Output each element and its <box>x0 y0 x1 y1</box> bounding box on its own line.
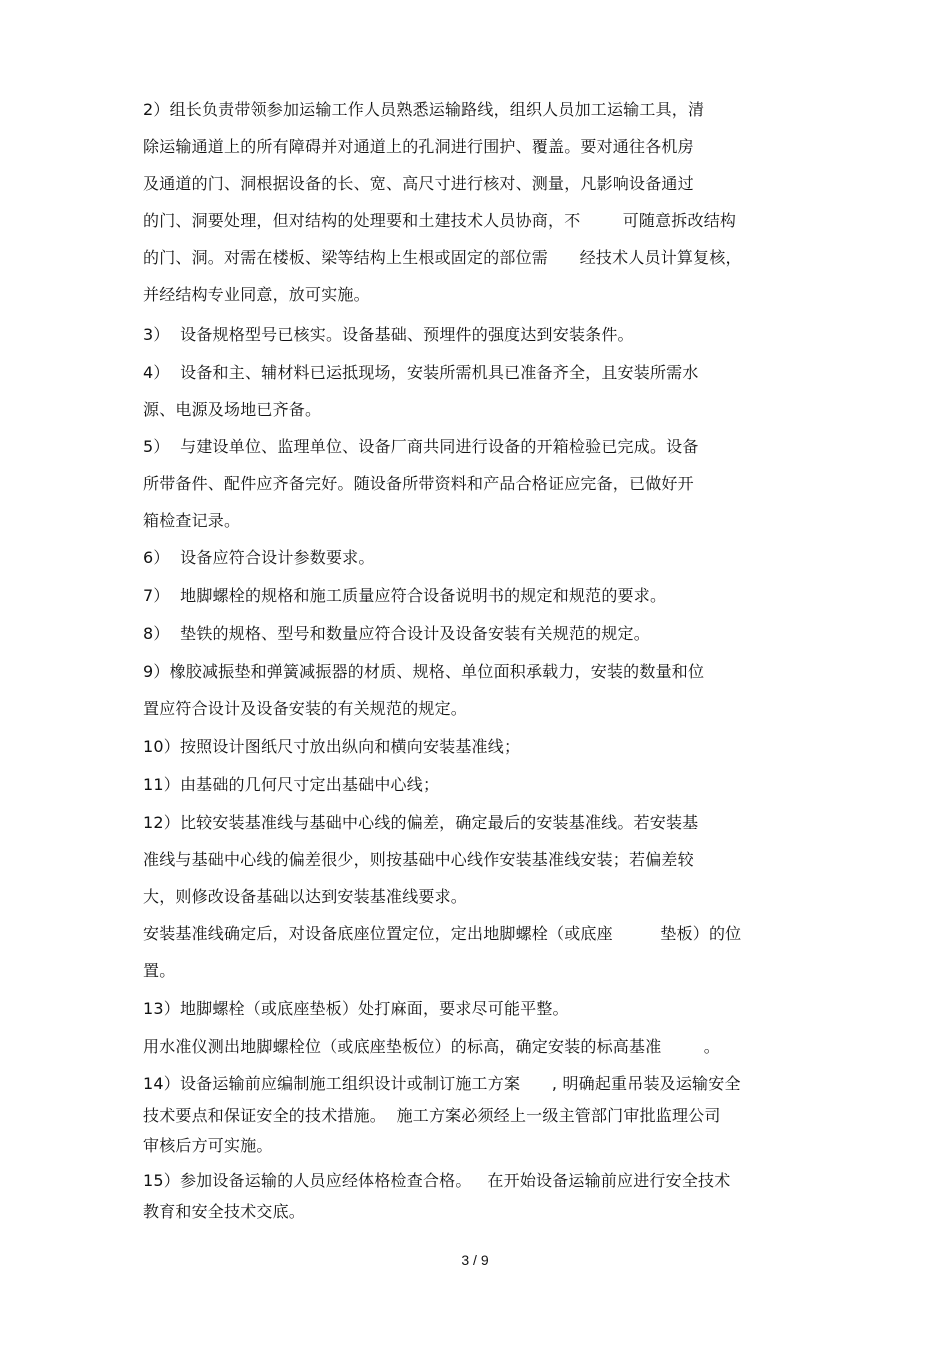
text-line: 准线与基础中心线的偏差很少，则按基础中心线作安装基准线安装；若偏差较 <box>143 850 694 869</box>
text-line: 12）比较安装基准线与基础中心线的偏差，确定最后的安装基准线。若安装基 <box>143 813 699 832</box>
text-line: 的门、洞要处理，但对结构的处理要和土建技术人员协商，不 可随意拆改结构 <box>143 211 737 230</box>
text-line: 审核后方可实施。 <box>143 1136 273 1155</box>
text-line: 并经结构专业同意，放可实施。 <box>143 285 370 304</box>
text-line: 4） 设备和主、辅材料已运抵现场，安装所需机具已准备齐全，且安装所需水 <box>143 363 699 382</box>
text-line: 7） 地脚螺栓的规格和施工质量应符合设备说明书的规定和规范的要求。 <box>143 586 667 605</box>
text-line: 5） 与建设单位、监理单位、设备厂商共同进行设备的开箱检验已完成。设备 <box>143 437 699 456</box>
text-line: 的门、洞。对需在楼板、梁等结构上生根或固定的部位需 经技术人员计算复核， <box>143 248 742 267</box>
text-line: 用水准仪测出地脚螺栓位（或底座垫板位）的标高，确定安装的标高基准 。 <box>143 1037 720 1056</box>
text-line: 所带备件、配件应齐备完好。随设备所带资料和产品合格证应完备，已做好开 <box>143 474 694 493</box>
text-line: 大，则修改设备基础以达到安装基准线要求。 <box>143 887 468 906</box>
text-line: 8） 垫铁的规格、型号和数量应符合设计及设备安装有关规范的规定。 <box>143 624 650 643</box>
text-line: 置。 <box>143 961 176 980</box>
text-line: 源、电源及场地已齐备。 <box>143 400 322 419</box>
text-line: 11）由基础的几何尺寸定出基础中心线； <box>143 775 440 794</box>
text-line: 除运输通道上的所有障碍并对通道上的孔洞进行围护、覆盖。要对通往各机房 <box>143 137 694 156</box>
text-line: 2）组长负责带领参加运输工作人员熟悉运输路线，组织人员加工运输工具，清 <box>143 100 705 119</box>
text-line: 14）设备运输前应编制施工组织设计或制订施工方案 , 明确起重吊装及运输安全 <box>143 1074 741 1093</box>
text-line: 6） 设备应符合设计参数要求。 <box>143 548 375 567</box>
text-line: 10）按照设计图纸尺寸放出纵向和横向安装基准线； <box>143 737 521 756</box>
text-line: 及通道的门、洞根据设备的长、宽、高尺寸进行核对、测量，凡影响设备通过 <box>143 174 694 193</box>
text-line: 3） 设备规格型号已核实。设备基础、预埋件的强度达到安装条件。 <box>143 325 634 344</box>
text-line: 技术要点和保证安全的技术措施。 施工方案必须经上一级主管部门审批监理公司 <box>143 1106 721 1125</box>
text-line: 15）参加设备运输的人员应经体格检查合格。 在开始设备运输前应进行安全技术 <box>143 1171 731 1190</box>
text-line: 教育和安全技术交底。 <box>143 1202 306 1221</box>
text-line: 箱检查记录。 <box>143 511 241 530</box>
page-number: 3 / 9 <box>461 1252 489 1268</box>
text-line: 置应符合设计及设备安装的有关规范的规定。 <box>143 699 468 718</box>
text-line: 13）地脚螺栓（或底座垫板）处打麻面，要求尽可能平整。 <box>143 999 569 1018</box>
text-line: 9）橡胶减振垫和弹簧减振器的材质、规格、单位面积承载力，安装的数量和位 <box>143 662 705 681</box>
text-line: 安装基准线确定后，对设备底座位置定位，定出地脚螺栓（或底座 垫板）的位 <box>143 924 742 943</box>
